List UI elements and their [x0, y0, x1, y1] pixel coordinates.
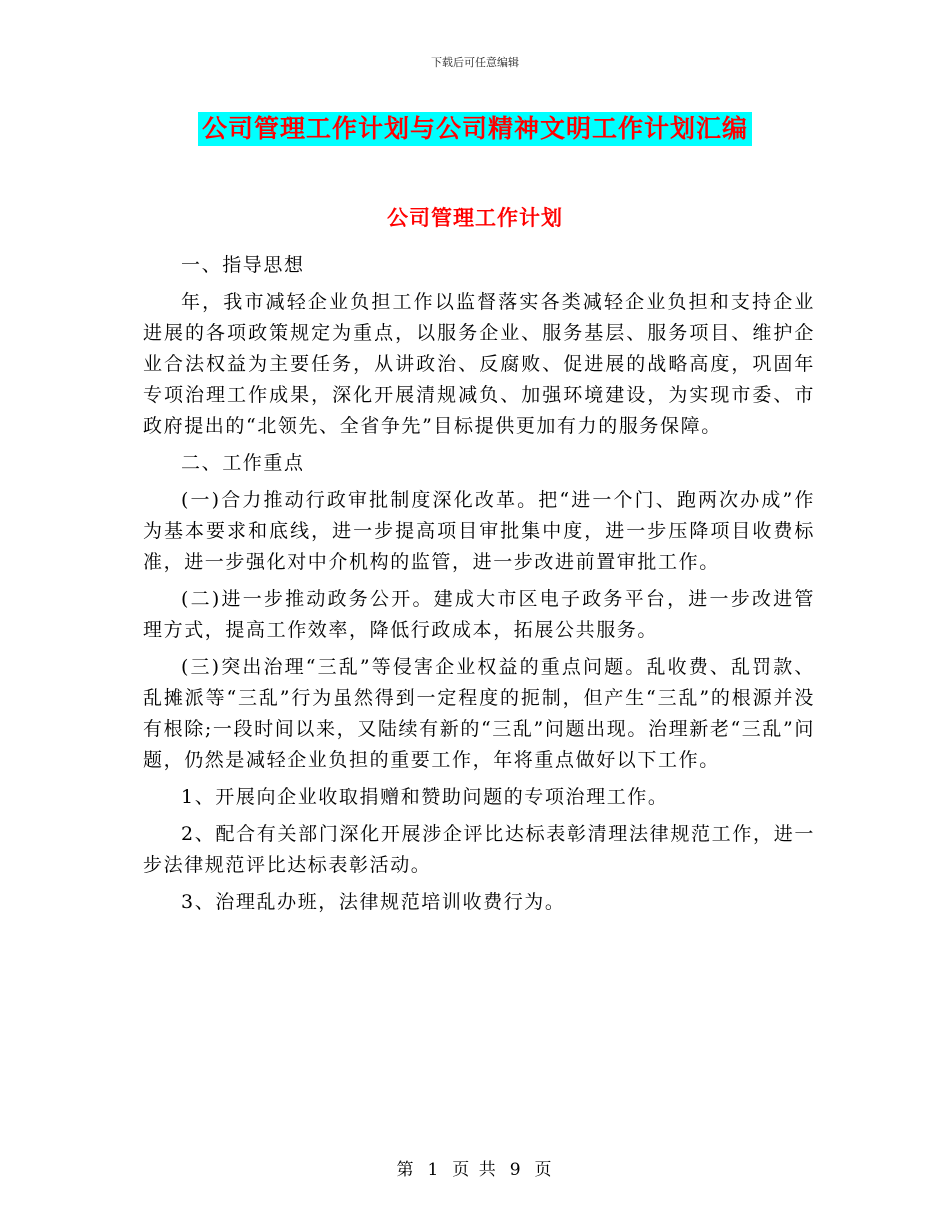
body-text [143, 250, 815, 924]
footer-total-pages: 9 [509, 1160, 523, 1180]
footer-page-number: 1 [427, 1160, 441, 1180]
header-note: 下载后可任意编辑 [431, 56, 519, 69]
paragraph: 年，我市减轻企业负担工作以监督落实各类减轻企业负担和支持企业进展的各项政策规定为重点，以服务企业、服务基层、服务项目、维护企业合法权益为主要任务，从讲政治、反腐败、促进展的战略高度，巩固年专项治理工作成果，深化开展清规减负、加强环境建设，为实现市委、市政府提出的“北领先、全省争先”目标提供更加有力的服务保障。 [143, 291, 815, 437]
footer-suffix: 页 [534, 1160, 554, 1180]
heading-work-focus: 二、工作重点 [181, 452, 305, 474]
doc-title-wrap [0, 112, 950, 146]
paragraph: (二)进一步推动政务公开。建成大市区电子政务平台，进一步改进管理方式，提高工作效率，降低行政成本，拓展公共服务。 [143, 588, 815, 641]
paragraph: (三)突出治理“三乱”等侵害企业权益的重点问题。乱收费、乱罚款、乱摊派等“三乱”行为虽然得到一定程度的扼制，但产生“三乱”的根源并没有根除;一段时间以来，又陆续有新的“三乱”问题出现。治理新老“三乱”问题，仍然是减轻企业负担的重要工作，年将重点做好以下工作。 [143, 656, 815, 771]
heading-guiding-ideology: 一、指导思想 [181, 254, 305, 276]
list-item: 2、配合有关部门深化开展涉企评比达标表彰清理法律规范工作，进一步法律规范评比达标表彰活动。 [143, 823, 815, 876]
list-item: 1、开展向企业收取捐赠和赞助问题的专项治理工作。 [181, 786, 669, 808]
paragraph: (一)合力推动行政审批制度深化改革。把“进一个门、跑两次办成”作为基本要求和底线，进一步提高项目审批集中度，进一步压降项目收费标准，进一步强化对中介机构的监管，进一步改进前置审批工作。 [143, 489, 815, 573]
footer-middle: 页 共 [452, 1160, 498, 1180]
footer-prefix: 第 [396, 1160, 416, 1180]
section-title: 公司管理工作计划 [387, 206, 563, 230]
page-footer [0, 1155, 950, 1180]
doc-title: 公司管理工作计划与公司精神文明工作计划汇编 [198, 112, 752, 146]
list-item: 3、治理乱办班，法律规范培训收费行为。 [181, 891, 566, 913]
